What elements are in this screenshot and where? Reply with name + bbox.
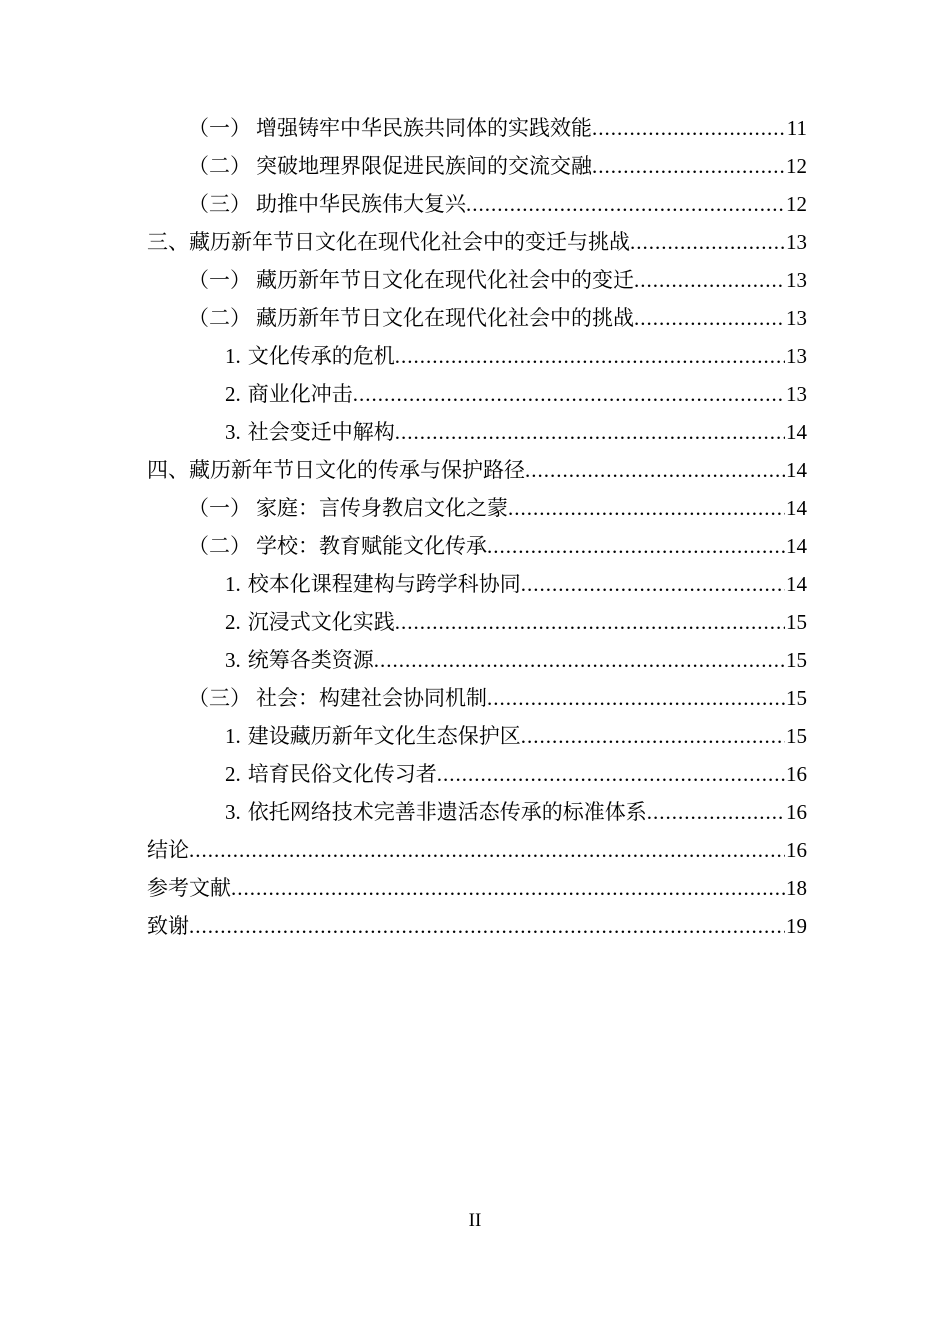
toc-entry-title: 商业化冲击 — [247, 382, 353, 406]
dot-leader — [521, 717, 785, 755]
toc-entry-number: 1. — [225, 724, 241, 748]
dot-leader — [630, 223, 785, 261]
toc-entry-page: 13 — [786, 268, 807, 292]
toc-entry-title: 社会：构建社会协同机制 — [256, 686, 487, 710]
dot-leader — [353, 375, 785, 413]
toc-entry[interactable] — [147, 185, 807, 223]
toc-entry-title: 藏历新年节日文化的传承与保护路径 — [189, 458, 525, 482]
dot-leader — [395, 337, 785, 375]
dot-leader — [592, 147, 785, 185]
toc-entry-title: 藏历新年节日文化在现代化社会中的挑战 — [256, 306, 634, 330]
toc-entry-number: 3. — [225, 648, 241, 672]
toc-entry-number: （一） — [188, 268, 251, 292]
toc-entry[interactable] — [147, 755, 807, 793]
toc-entry[interactable] — [147, 451, 807, 489]
toc-entry-title: 结论 — [147, 838, 189, 862]
toc-entry[interactable] — [147, 223, 807, 261]
toc-entry-page: 12 — [786, 192, 807, 216]
toc-entry-number: 2. — [225, 610, 241, 634]
dot-leader — [395, 603, 785, 641]
toc-entry[interactable] — [147, 831, 807, 869]
toc-entry[interactable] — [147, 337, 807, 375]
toc-entry[interactable] — [147, 869, 807, 907]
toc-entry-number: 2. — [225, 382, 241, 406]
toc-entry-title: 藏历新年节日文化在现代化社会中的变迁 — [256, 268, 634, 292]
toc-entry-page: 12 — [786, 154, 807, 178]
toc-entry-number: 1. — [225, 572, 241, 596]
toc-entry-page: 16 — [786, 762, 807, 786]
toc-entry-page: 13 — [786, 344, 807, 368]
toc-entry-title: 突破地理界限促进民族间的交流交融 — [256, 154, 592, 178]
dot-leader — [634, 261, 785, 299]
toc-entry-number: （二） — [188, 306, 251, 330]
toc-entry-page: 16 — [786, 800, 807, 824]
toc-entry[interactable] — [147, 717, 807, 755]
toc-entry[interactable] — [147, 641, 807, 679]
toc-entry[interactable] — [147, 565, 807, 603]
toc-entry-page: 15 — [786, 686, 807, 710]
toc-entry-page: 14 — [786, 496, 807, 520]
toc-entry-title: 统筹各类资源 — [247, 648, 374, 672]
toc-entry-number: 3. — [225, 420, 241, 444]
toc-entry[interactable] — [147, 109, 807, 147]
toc-entry-title: 社会变迁中解构 — [247, 420, 395, 444]
toc-entry-page: 13 — [786, 382, 807, 406]
toc-entry-title: 依托网络技术完善非遗活态传承的标准体系 — [247, 800, 647, 824]
dot-leader — [487, 527, 785, 565]
toc-entry-number: 3. — [225, 800, 241, 824]
toc-entry[interactable] — [147, 527, 807, 565]
toc-entry[interactable] — [147, 413, 807, 451]
toc-entry-number: （一） — [188, 496, 251, 520]
toc-entry-title: 沉浸式文化实践 — [247, 610, 395, 634]
dot-leader — [466, 185, 785, 223]
toc-entry-title: 培育民俗文化传习者 — [247, 762, 437, 786]
toc-entry-number: 三、 — [147, 230, 189, 254]
dot-leader — [487, 679, 785, 717]
toc-entry[interactable] — [147, 907, 807, 945]
toc-entry-page: 14 — [786, 572, 807, 596]
toc-entry-page: 13 — [786, 230, 807, 254]
toc-entry[interactable] — [147, 261, 807, 299]
toc-entry[interactable] — [147, 489, 807, 527]
dot-leader — [521, 565, 785, 603]
toc-entry-number: （三） — [188, 192, 251, 216]
toc-entry[interactable] — [147, 679, 807, 717]
toc-entry-title: 建设藏历新年文化生态保护区 — [247, 724, 521, 748]
dot-leader — [525, 451, 785, 489]
toc-entry[interactable] — [147, 299, 807, 337]
table-of-contents — [147, 109, 807, 945]
toc-entry[interactable] — [147, 793, 807, 831]
toc-entry-number: （一） — [188, 116, 251, 140]
toc-entry-page: 15 — [786, 610, 807, 634]
toc-entry-title: 增强铸牢中华民族共同体的实践效能 — [256, 116, 592, 140]
toc-entry-title: 文化传承的危机 — [247, 344, 395, 368]
toc-entry[interactable] — [147, 375, 807, 413]
toc-entry-page: 15 — [786, 724, 807, 748]
toc-entry-title: 校本化课程建构与跨学科协同 — [247, 572, 521, 596]
dot-leader — [231, 869, 785, 907]
toc-entry-page: 16 — [786, 838, 807, 862]
dot-leader — [592, 109, 786, 147]
toc-entry-title: 助推中华民族伟大复兴 — [256, 192, 466, 216]
toc-entry-number: （三） — [188, 686, 251, 710]
toc-entry-page: 14 — [786, 420, 807, 444]
toc-entry-page: 15 — [786, 648, 807, 672]
toc-entry-number: （二） — [188, 154, 251, 178]
toc-entry-page: 13 — [786, 306, 807, 330]
toc-entry-page: 18 — [786, 876, 807, 900]
dot-leader — [634, 299, 785, 337]
toc-entry-title: 家庭：言传身教启文化之蒙 — [256, 496, 508, 520]
toc-entry-number: 1. — [225, 344, 241, 368]
dot-leader — [647, 793, 785, 831]
toc-entry-page: 14 — [786, 534, 807, 558]
toc-entry-page: 11 — [786, 116, 807, 140]
dot-leader — [374, 641, 785, 679]
toc-entry-number: 四、 — [147, 458, 189, 482]
dot-leader — [508, 489, 785, 527]
toc-entry-page: 19 — [786, 914, 807, 938]
toc-entry[interactable] — [147, 147, 807, 185]
toc-entry-page: 14 — [786, 458, 807, 482]
toc-entry[interactable] — [147, 603, 807, 641]
toc-entry-number: （二） — [188, 534, 251, 558]
toc-entry-number: 2. — [225, 762, 241, 786]
toc-entry-title: 藏历新年节日文化在现代化社会中的变迁与挑战 — [189, 230, 630, 254]
toc-entry-title: 学校：教育赋能文化传承 — [256, 534, 487, 558]
footer-page-number: II — [468, 1210, 482, 1231]
toc-entry-title: 参考文献 — [147, 876, 231, 900]
toc-entry-title: 致谢 — [147, 914, 189, 938]
dot-leader — [437, 755, 785, 793]
dot-leader — [189, 831, 785, 869]
dot-leader — [395, 413, 785, 451]
dot-leader — [189, 907, 785, 945]
